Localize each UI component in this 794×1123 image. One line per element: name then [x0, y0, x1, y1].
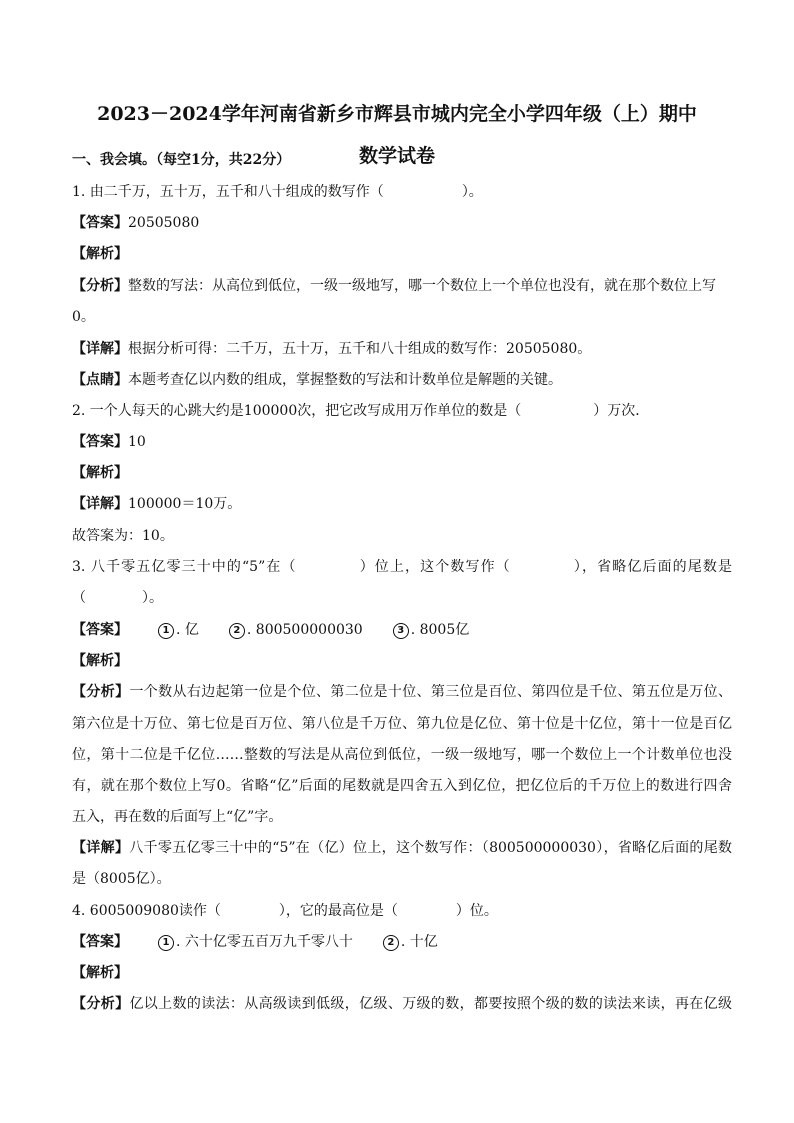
q3-stem-text-d: （: [72, 590, 86, 606]
q3-detail-1: [72, 838, 732, 858]
answer-tag: 【答案】: [72, 934, 128, 950]
q1-stem-end: ）。: [461, 184, 483, 200]
circled-number-1: 1: [158, 623, 174, 639]
q4-answer-2: . 十亿: [400, 934, 438, 950]
fenxi-tag: 【分析】: [72, 684, 130, 700]
doc-title-line1: 2023－2024学年河南省新乡市辉县市城内完全小学四年级（上）期中: [97, 103, 697, 125]
q2-detail-text: 100000＝10万。: [128, 496, 242, 512]
q4-analysis: [72, 963, 732, 983]
q2-detail: [72, 494, 732, 514]
circled-number-1: 1: [158, 935, 174, 951]
q1-answer-value: 20505080: [128, 215, 200, 231]
fenxi-tag: 【分析】: [72, 278, 128, 294]
q3-fenxi-2: 第六位是十万位、第七位是百万位、第八位是千万位、第九位是亿位、第十位是十亿位，第十一位是百亿: [72, 716, 732, 732]
q3-fenxi-5: 五入，再在数的后面写上“亿”字。: [72, 809, 283, 825]
q4-stem-text-c: ）位。: [455, 903, 498, 919]
q1-detail-text: 根据分析可得：二千万，五十万，五千和八十组成的数写作：20505080。: [128, 341, 592, 357]
q2-stem-end: ）万次．: [593, 403, 650, 419]
q3-stem-text-a: 3. 八千零五亿零三十中的“5”在（: [72, 559, 297, 575]
q4-fenxi-1: [72, 994, 732, 1014]
q3-answer-2: . 800500000030: [246, 622, 363, 638]
q2-analysis: [72, 463, 732, 483]
q2-stem: [72, 401, 732, 421]
answer-tag: 【答案】: [72, 434, 128, 450]
q1-dianjing-text: 本题考查亿以内数的组成，掌握整数的写法和计数单位是解题的关键。: [128, 372, 562, 388]
section-heading: 一、我会填。（每空1分，共22分）: [72, 152, 291, 168]
detail-tag: 【详解】: [72, 341, 128, 357]
q1-stem: [72, 182, 732, 202]
q3-stem-2: [72, 588, 732, 608]
analysis-tag: 【解析】: [72, 653, 128, 669]
q4-stem-text-b: ），它的最高位是（: [278, 903, 398, 919]
q1-dianjing: [72, 370, 732, 390]
q3-stem-text-e: ）。: [142, 590, 163, 606]
q3-stem-1: [72, 557, 732, 577]
q2-stem-text: 2. 一个人每天的心跳大约是100000次，把它改写成用万作单位的数是（: [72, 403, 522, 419]
q2-answer: [72, 432, 732, 452]
q3-fenxi-1: [72, 682, 732, 702]
analysis-tag: 【解析】: [72, 465, 128, 481]
q3-detail-2: 是（8005亿）。: [72, 871, 171, 887]
q3-answer-3: . 8005亿: [410, 622, 470, 638]
q1-fenxi-1: [72, 276, 732, 296]
analysis-tag: 【解析】: [72, 246, 128, 262]
q1-analysis: [72, 244, 732, 264]
q1-answer: [72, 213, 732, 233]
fenxi-tag: 【分析】: [72, 996, 130, 1012]
q1-stem-text: 1. 由二千万，五十万，五千和八十组成的数写作（: [72, 184, 384, 200]
answer-tag: 【答案】: [72, 622, 128, 638]
dianjing-tag: 【点睛】: [72, 372, 128, 388]
answer-tag: 【答案】: [72, 215, 128, 231]
analysis-tag: 【解析】: [72, 965, 128, 981]
q4-answer: [72, 932, 732, 952]
q1-detail: [72, 339, 732, 359]
circled-number-2: 2: [229, 623, 245, 639]
q4-answer-1: . 六十亿零五百万九千零八十: [176, 934, 353, 950]
q3-stem-text-c: ），省略亿后面的尾数是: [572, 559, 733, 575]
q3-fenxi-4: 有，就在那个数位上写0。省略“亿”后面的尾数就是四舍五入到亿位，把亿位后的千万位上的数进行四舍: [72, 778, 732, 794]
q3-detail-text-1: 八千零五亿零三十中的“5”在（亿）位上，这个数写作：（800500000030），省略亿后面的尾数: [129, 840, 733, 856]
q4-fenxi-text-1: 亿以上数的读法：从高级读到低级，亿级、万级的数，都要按照个级的数的读法来读，再在亿级: [129, 996, 733, 1012]
q3-answer-1: . 亿: [176, 622, 199, 638]
circled-number-2: 2: [383, 935, 399, 951]
q1-fenxi-2: 0。: [72, 309, 95, 325]
q4-stem: [72, 901, 732, 921]
q3-fenxi-text-1: 一个数从右边起第一位是个位、第二位是十位、第三位是百位、第四位是千位、第五位是万位、: [129, 684, 733, 700]
q3-stem-text-b: ）位上，这个数写作（: [358, 559, 511, 575]
detail-tag: 【详解】: [72, 840, 130, 856]
q3-answer: [72, 620, 732, 640]
q2-conclusion: 故答案为：10。: [72, 528, 174, 544]
q4-stem-text-a: 4. 6005009080读作（: [72, 903, 221, 919]
q3-analysis: [72, 651, 732, 671]
q2-answer-value: 10: [128, 434, 146, 450]
q1-fenxi-text-1: 整数的写法：从高位到低位，一级一级地写，哪一个数位上一个单位也没有，就在那个数位上写: [128, 278, 716, 294]
circled-number-3: 3: [393, 623, 409, 639]
doc-title-line2: 数学试卷: [358, 145, 435, 167]
detail-tag: 【详解】: [72, 496, 128, 512]
q3-fenxi-3: 位，第十二位是千亿位……整数的写法是从高位到低位，一级一级地写，哪一个数位上一个计数单位也没: [72, 747, 732, 763]
